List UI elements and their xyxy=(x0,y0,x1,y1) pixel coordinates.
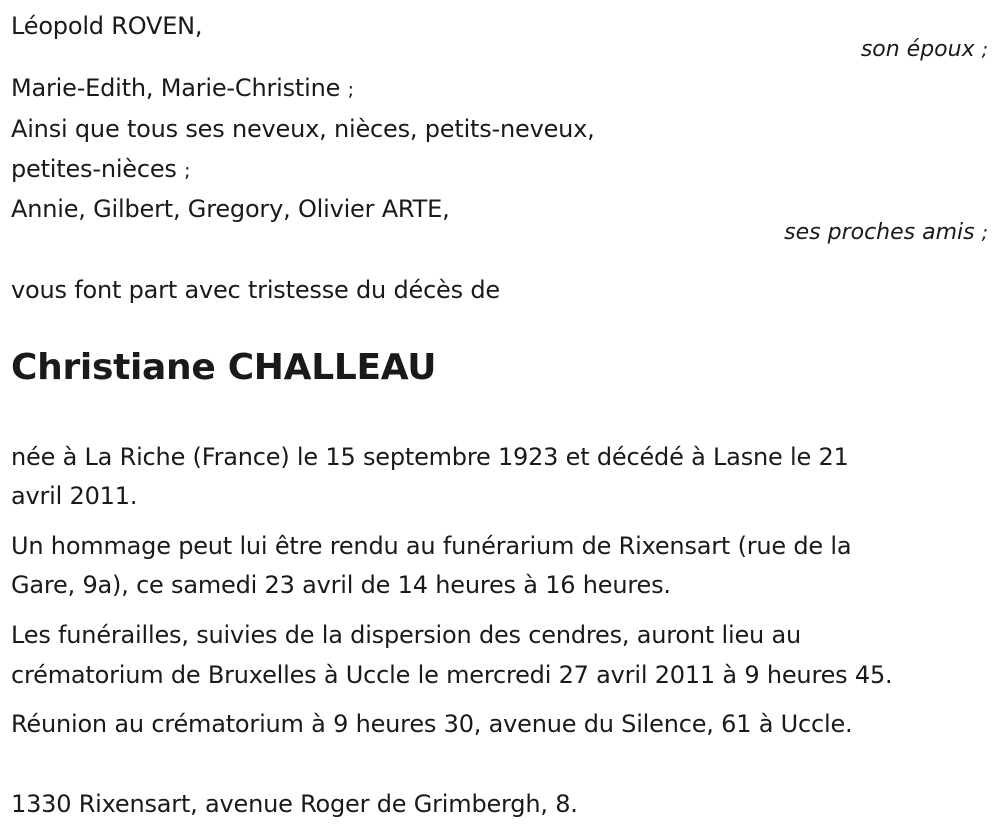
relatives-separator: ; xyxy=(184,160,191,182)
tribute-line-2: Gare, 9a), ce samedi 23 avril de 14 heures à 16 heures. xyxy=(11,571,671,599)
meeting-line: Réunion au crématorium à 9 heures 30, avenue du Silence, 61 à Uccle. xyxy=(11,710,853,738)
relatives-line-2-text: petites-nièces xyxy=(11,155,177,183)
friends-names: Annie, Gilbert, Gregory, Olivier ARTE, xyxy=(11,195,450,223)
deceased-name: Christiane CHALLEAU xyxy=(11,347,437,388)
relatives-line-1: Ainsi que tous ses neveux, nièces, petits-neveux, xyxy=(11,115,595,143)
friends-role-separator: ; xyxy=(981,222,988,244)
tribute-line-1: Un hommage peut lui être rendu au funérarium de Rixensart (rue de la xyxy=(11,532,852,560)
birth-line-1: née à La Riche (France) le 15 septembre 1923 et décédé à Lasne le 21 xyxy=(11,443,849,471)
birth-line-2: avril 2011. xyxy=(11,482,138,510)
friends-role xyxy=(784,219,988,247)
children-names: Marie-Edith, Marie-Christine xyxy=(11,74,341,102)
spouse-role xyxy=(861,36,988,64)
spouse-role-text: son époux xyxy=(860,37,975,62)
announcement: vous font part avec tristesse du décès de xyxy=(11,276,500,304)
funeral-line-2: crématorium de Bruxelles à Uccle le mercredi 27 avril 2011 à 9 heures 45. xyxy=(11,661,893,689)
address: 1330 Rixensart, avenue Roger de Grimbergh, 8. xyxy=(11,790,578,818)
children-line xyxy=(11,73,354,105)
relatives-line-2 xyxy=(11,154,190,186)
spouse-role-separator: ; xyxy=(981,39,988,61)
spouse-name: Léopold ROVEN, xyxy=(11,12,203,40)
children-separator: ; xyxy=(347,79,354,101)
funeral-line-1: Les funérailles, suivies de la dispersion des cendres, auront lieu au xyxy=(11,621,802,649)
friends-role-text: ses proches amis xyxy=(784,220,975,245)
